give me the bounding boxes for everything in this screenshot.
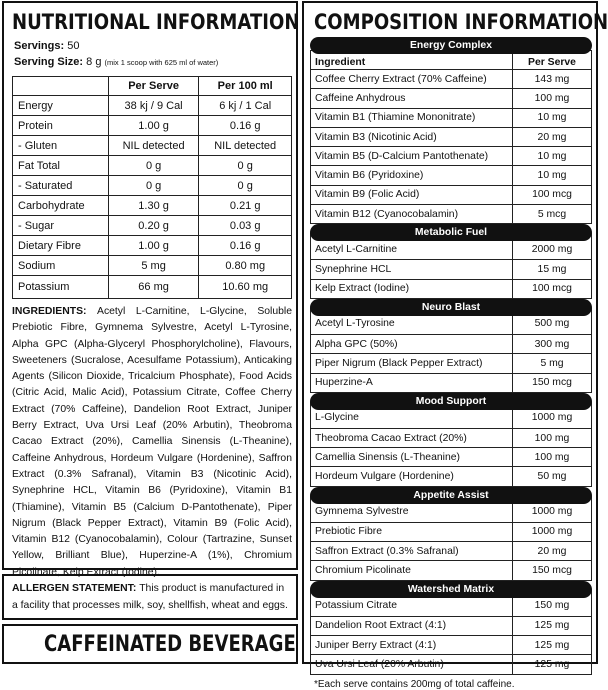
- section-header-pill: Energy Complex: [310, 37, 592, 54]
- ingredient-amount: 125 mg: [513, 635, 592, 654]
- nutrient-name: Fat Total: [13, 156, 109, 176]
- section-header-pill: Mood Support: [310, 393, 592, 410]
- ingredient-amount: 20 mg: [513, 542, 592, 561]
- ingredient-amount: 10 mg: [513, 166, 592, 185]
- ingredient-amount: 150 mg: [513, 590, 592, 616]
- section-header-pill: Metabolic Fuel: [310, 224, 592, 241]
- ingredient-name: Acetyl L-Carnitine: [311, 234, 513, 260]
- nutrition-row: [13, 236, 292, 256]
- ingredient-name: Theobroma Cacao Extract (20%): [311, 428, 513, 447]
- header-ingredient: Ingredient: [311, 51, 513, 70]
- ingredients-text: Acetyl L-Carnitine, L-Glycine, Soluble Prebiotic Fibre, Gymnema Sylvestre, Acetyl L-Tyrosine, Alpha GPC (Alpha-Glyceryl Phosphorylcholine), Flavours, Sweeteners (Sucralose, Acesulfame Potassium), Anticaking Agents (Silicon Dioxide, Tricalcium Phosphate), Food Acids (Citric Acid, Malic Acid), Potassium Citrate, Coffee Cherry Extract (70% Caffeine), Dandelion Root Extract, Juniper Berry Extract, Uva Ursi Leaf (20% Arbutin), Theobroma Cacao Extract (20%), Camellia Sinensis (L-Theanine), Caffeine Anhydrous, Hordeum Vulgare (Hordenine), Saffron Extract (0.3% Safranal), Vitamin B3 (Nicotinic Acid), Synephrine HCL, Vitamin B6 (Pyridoxine), Vitamin B1 (Thiamine), Vitamin B5 (Calcium D-Pantothenate), Piper Nigrum (Black Pepper Extract), Vitamin B9 (Folic Acid), Vitamin B12 (Cyanocobalamin), Colour (Tartrazine, Sunset Yellow, Brilliant Blue), Huperzine-A (1%), Chromium Picolinate, Kelp Extract (Iodine).: [12, 306, 293, 578]
- ingredient-name: Vitamin B3 (Nicotinic Acid): [311, 127, 513, 146]
- ingredient-name: Juniper Berry Extract (4:1): [311, 635, 513, 654]
- ingredient-name: Gymnema Sylvestre: [311, 496, 513, 522]
- composition-row: [311, 166, 592, 185]
- servings-line: [14, 38, 288, 54]
- ingredient-name: Vitamin B6 (Pyridoxine): [311, 166, 513, 185]
- nutrition-row: [13, 156, 292, 176]
- per-100ml-value: 0.16 g: [199, 116, 292, 136]
- allergen-statement: [2, 574, 298, 620]
- per-100ml-value: 0.21 g: [199, 196, 292, 216]
- nutrition-row: [13, 96, 292, 116]
- ingredient-name: Acetyl L-Tyrosine: [311, 308, 513, 334]
- nutrition-row: [13, 116, 292, 136]
- ingredient-name: Coffee Cherry Extract (70% Caffeine): [311, 70, 513, 89]
- allergen-label: ALLERGEN STATEMENT:: [12, 583, 137, 594]
- composition-row: [311, 260, 592, 279]
- ingredient-name: Piper Nigrum (Black Pepper Extract): [311, 354, 513, 373]
- ingredient-name: L-Glycine: [311, 402, 513, 428]
- composition-row: [311, 108, 592, 127]
- ingredients-label: INGREDIENTS:: [12, 306, 87, 317]
- composition-row: [311, 205, 592, 224]
- ingredient-amount: 500 mg: [513, 308, 592, 334]
- ingredient-amount: 100 mg: [513, 428, 592, 447]
- ingredient-amount: 2000 mg: [513, 234, 592, 260]
- composition-row: [311, 616, 592, 635]
- per-serve-value: 1.30 g: [108, 196, 199, 216]
- nutrition-row: [13, 136, 292, 156]
- per-100ml-value: 10.60 mg: [199, 276, 292, 299]
- composition-row: [311, 635, 592, 654]
- ingredient-name: Vitamin B12 (Cyanocobalamin): [311, 205, 513, 224]
- ingredient-amount: 1000 mg: [513, 402, 592, 428]
- nutrition-row: [13, 176, 292, 196]
- ingredient-amount: 5 mcg: [513, 205, 592, 224]
- per-100ml-value: 0.80 mg: [199, 256, 292, 276]
- composition-row: [311, 428, 592, 447]
- serving-size-line: [14, 54, 288, 71]
- per-serve-value: 66 mg: [108, 276, 199, 299]
- serving-size-value: 8 g: [86, 56, 102, 68]
- ingredient-name: Vitamin B5 (D-Calcium Pantothenate): [311, 147, 513, 166]
- nutrition-header-row: [13, 77, 292, 96]
- nutrient-name: - Sugar: [13, 216, 109, 236]
- per-serve-value: 1.00 g: [108, 236, 199, 256]
- composition-section: [310, 224, 592, 299]
- composition-row: [311, 334, 592, 353]
- ingredient-name: Saffron Extract (0.3% Safranal): [311, 542, 513, 561]
- per-100ml-value: 0 g: [199, 176, 292, 196]
- ingredient-amount: 15 mg: [513, 260, 592, 279]
- nutrition-header-per-100ml: Per 100 ml: [199, 77, 292, 96]
- ingredient-name: Uva Ursi Leaf (20% Arbutin): [311, 655, 513, 674]
- nutrition-panel: [2, 1, 300, 578]
- composition-row: [311, 542, 592, 561]
- ingredient-name: Prebiotic Fibre: [311, 522, 513, 541]
- ingredient-amount: 150 mcg: [513, 561, 592, 580]
- ingredient-name: Potassium Citrate: [311, 590, 513, 616]
- ingredient-amount: 125 mg: [513, 655, 592, 674]
- section-header-pill: Watershed Matrix: [310, 581, 592, 598]
- nutrition-row: [13, 196, 292, 216]
- nutrient-name: - Saturated: [13, 176, 109, 196]
- per-serve-value: 38 kj / 9 Cal: [108, 96, 199, 116]
- section-header-pill: Appetite Assist: [310, 487, 592, 504]
- ingredient-amount: 150 mcg: [513, 373, 592, 392]
- per-100ml-value: 0 g: [199, 156, 292, 176]
- composition-title: COMPOSITION INFORMATION: [314, 10, 608, 34]
- per-serve-value: 0.20 g: [108, 216, 199, 236]
- section-header-pill: Neuro Blast: [310, 299, 592, 316]
- composition-row: [311, 655, 592, 674]
- composition-row: [311, 373, 592, 392]
- nutrition-header-blank: [13, 77, 109, 96]
- nutrition-row: [13, 216, 292, 236]
- ingredient-amount: 1000 mg: [513, 496, 592, 522]
- nutrient-name: Protein: [13, 116, 109, 136]
- nutrient-name: - Gluten: [13, 136, 109, 156]
- servings-value: 50: [67, 40, 80, 52]
- nutrition-title: NUTRITIONAL INFORMATION: [12, 10, 300, 34]
- composition-row: [311, 127, 592, 146]
- ingredient-name: Alpha GPC (50%): [311, 334, 513, 353]
- per-100ml-value: NIL detected: [199, 136, 292, 156]
- allergen-text: This product is manufactured in a facility that processes milk, soy, shellfish, wheat and eggs.: [12, 583, 288, 611]
- composition-panel: [302, 1, 608, 690]
- composition-section: [310, 581, 592, 675]
- composition-row: [311, 185, 592, 204]
- ingredient-amount: 100 mcg: [513, 279, 592, 298]
- ingredient-amount: 1000 mg: [513, 522, 592, 541]
- ingredient-amount: 20 mg: [513, 127, 592, 146]
- ingredient-amount: 50 mg: [513, 467, 592, 486]
- per-serve-value: NIL detected: [108, 136, 199, 156]
- per-serve-value: 5 mg: [108, 256, 199, 276]
- composition-section: [310, 393, 592, 487]
- ingredient-name: Caffeine Anhydrous: [311, 89, 513, 108]
- ingredient-amount: 100 mcg: [513, 185, 592, 204]
- ingredient-amount: 125 mg: [513, 616, 592, 635]
- ingredient-amount: 100 mg: [513, 448, 592, 467]
- caffeinated-banner-text: CAFFEINATED BEVERAGE: [44, 631, 296, 657]
- nutrient-name: Energy: [13, 96, 109, 116]
- ingredient-amount: 300 mg: [513, 334, 592, 353]
- ingredient-name: Huperzine-A: [311, 373, 513, 392]
- composition-row: [311, 354, 592, 373]
- nutrition-row: [13, 276, 292, 299]
- servings-label: Servings:: [14, 40, 65, 52]
- composition-row: [311, 147, 592, 166]
- per-100ml-value: 6 kj / 1 Cal: [199, 96, 292, 116]
- composition-section: [310, 37, 592, 224]
- nutrient-name: Sodium: [13, 256, 109, 276]
- ingredient-amount: 143 mg: [513, 70, 592, 89]
- composition-row: [311, 70, 592, 89]
- composition-row: [311, 89, 592, 108]
- composition-row: [311, 561, 592, 580]
- composition-row: [311, 522, 592, 541]
- ingredient-name: Hordeum Vulgare (Hordenine): [311, 467, 513, 486]
- serving-size-note: (mix 1 scoop with 625 ml of water): [104, 58, 219, 67]
- per-serve-value: 0 g: [108, 156, 199, 176]
- ingredient-name: Vitamin B1 (Thiamine Mononitrate): [311, 108, 513, 127]
- composition-section: [310, 487, 592, 581]
- nutrient-name: Dietary Fibre: [13, 236, 109, 256]
- nutrient-name: Carbohydrate: [13, 196, 109, 216]
- ingredient-name: Dandelion Root Extract (4:1): [311, 616, 513, 635]
- composition-row: [311, 448, 592, 467]
- ingredient-amount: 100 mg: [513, 89, 592, 108]
- composition-row: [311, 467, 592, 486]
- per-100ml-value: 0.03 g: [199, 216, 292, 236]
- composition-table: [310, 37, 592, 675]
- ingredient-name: Vitamin B9 (Folic Acid): [311, 185, 513, 204]
- ingredient-amount: 10 mg: [513, 147, 592, 166]
- composition-section: [310, 299, 592, 393]
- ingredient-name: Synephrine HCL: [311, 260, 513, 279]
- ingredient-amount: 10 mg: [513, 108, 592, 127]
- nutrition-table: [12, 76, 292, 299]
- ingredient-name: Camellia Sinensis (L-Theanine): [311, 448, 513, 467]
- ingredient-name: Chromium Picolinate: [311, 561, 513, 580]
- nutrition-header-per-serve: Per Serve: [108, 77, 199, 96]
- per-serve-value: 1.00 g: [108, 116, 199, 136]
- caffeine-footnote: *Each serve contains 200mg of total caffeine.: [314, 678, 515, 690]
- ingredients-statement: [12, 304, 292, 581]
- nutrient-name: Potassium: [13, 276, 109, 299]
- composition-row: [311, 279, 592, 298]
- per-serve-value: 0 g: [108, 176, 199, 196]
- nutrition-row: [13, 256, 292, 276]
- ingredient-amount: 5 mg: [513, 354, 592, 373]
- serving-size-label: Serving Size:: [14, 56, 84, 68]
- header-per-serve: Per Serve: [513, 51, 592, 70]
- ingredient-name: Kelp Extract (Iodine): [311, 279, 513, 298]
- caffeinated-banner: [2, 624, 298, 664]
- per-100ml-value: 0.16 g: [199, 236, 292, 256]
